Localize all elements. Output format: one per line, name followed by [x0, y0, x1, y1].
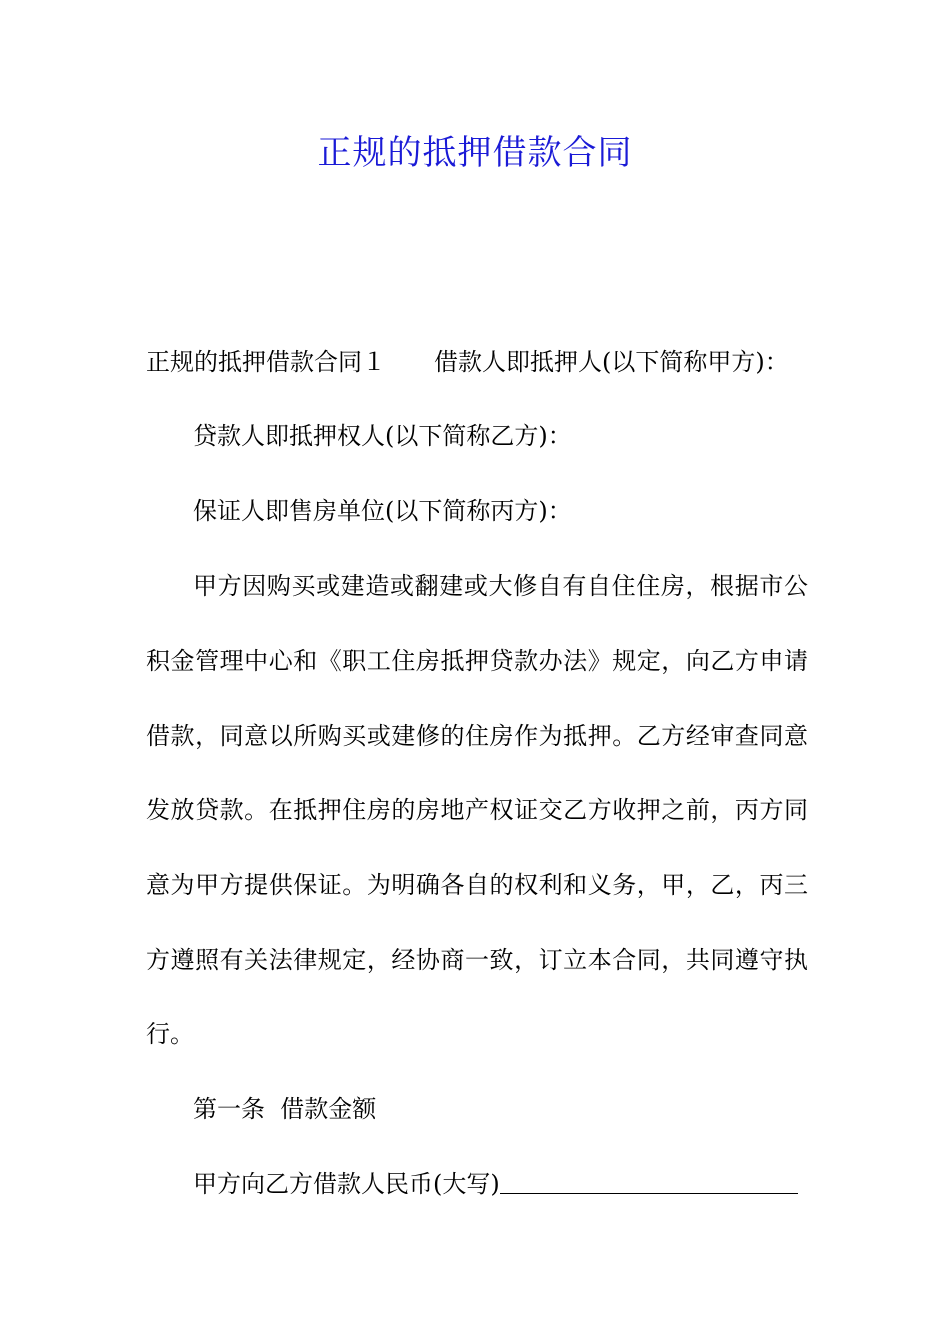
heading-line [146, 342, 808, 382]
article-1-heading: 第一条 借款金额 [193, 1095, 377, 1123]
document-title: 正规的抵押借款合同 [317, 133, 633, 173]
preamble-line: 行。 [146, 1020, 194, 1048]
contract-number-label: 正规的抵押借款合同１ [146, 348, 386, 376]
party-c-label: 保证人即售房单位(以下简称丙方)： [193, 497, 572, 525]
preamble-line: 发放贷款。在抵押住房的房地产权证交乙方收押之前，丙方同 [146, 796, 808, 824]
preamble-line: 借款，同意以所购买或建修的住房作为抵押。乙方经审查同意 [146, 722, 808, 750]
preamble-line: 方遵照有关法律规定，经协商一致，订立本合同，共同遵守执 [146, 946, 808, 974]
preamble-line: 意为甲方提供保证。为明确各自的权利和义务，甲，乙，丙三 [146, 871, 808, 899]
preamble-line: 甲方因购买或建造或翻建或大修自有自住住房，根据市公 [193, 572, 808, 600]
party-b-label: 贷款人即抵押权人(以下简称乙方)： [193, 422, 572, 450]
article-1-text: 甲方向乙方借款人民币(大写) [193, 1170, 500, 1198]
amount-blank [500, 1167, 798, 1194]
preamble-line: 积金管理中心和《职工住房抵押贷款办法》规定，向乙方申请 [146, 647, 808, 675]
party-a-label: 借款人即抵押人(以下简称甲方)： [434, 348, 789, 376]
article-1-amount-line [193, 1164, 808, 1204]
